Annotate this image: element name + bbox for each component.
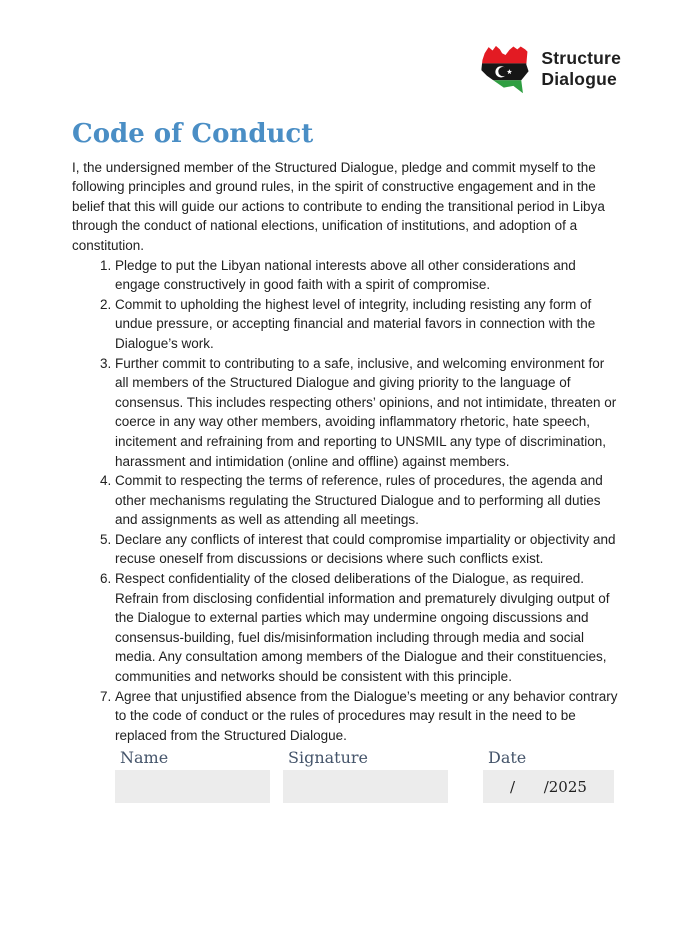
structure-dialogue-logo (477, 42, 621, 96)
date-input-field[interactable] (483, 770, 614, 803)
principle-item-4: 4. Commit to respecting the terms of reference, rules of procedures, the agenda and other mechanisms regulating the Structured Dialogue and to performing all duties and assignments as well as attending all meetings. (115, 471, 621, 530)
name-label: Name (120, 748, 169, 768)
principle-item-3: 3. Further commit to contributing to a safe, inclusive, and welcoming environment for all members of the Structured Dialogue and giving priority to the language of consensus. This includes respecting others’ opinions, and not intimidate, threaten or coerce in any way other members, avoiding inflammatory rhetoric, hate speech, incitement and refraining from and reporting to UNSMIL any type of discrimination, harassment and intimidation (online and offline) against members. (115, 354, 621, 472)
libya-flag-map-icon (477, 42, 534, 96)
signature-input-field[interactable] (283, 770, 448, 803)
logo-wordmark (541, 48, 621, 90)
date-value: / /2025 (510, 777, 587, 796)
principle-item-6: 6. Respect confidentiality of the closed deliberations of the Dialogue, as required. Refrain from disclosing confidential information and prematurely divulging output of the Dialogue to external parties which may undermine ongoing discussions and consensus-building, fuel dis/misinformation including through media and social media. Any consultation among members of the Dialogue and their constituencies, communities and networks should be consistent with this principle. (115, 569, 621, 687)
name-column (115, 748, 270, 803)
document-body (0, 120, 693, 803)
signature-column (283, 748, 448, 803)
intro-paragraph: I, the undersigned member of the Structured Dialogue, pledge and commit myself to the following principles and ground rules, in the spirit of constructive engagement and in the belief that this will guide our actions to contribute to ending the transitional period in Libya through the conduct of national elections, unification of institutions, and adoption of a constitution. (72, 159, 605, 253)
principles-list (72, 256, 621, 746)
principle-item-1: 1. Pledge to put the Libyan national interests above all other considerations and engage constructively in good faith with a spirit of compromise. (115, 256, 621, 295)
page-header (0, 0, 693, 96)
principle-item-2: 2. Commit to upholding the highest level of integrity, including resisting any form of undue pressure, or accepting financial and material favors in connection with the Dialogue’s work. (115, 295, 621, 354)
date-label: Date (488, 748, 527, 768)
logo-word-line2: Dialogue (541, 69, 617, 89)
signature-label: Signature (288, 748, 369, 768)
signature-form-row (72, 748, 621, 803)
date-column (483, 748, 614, 803)
principle-item-5: 5. Declare any conflicts of interest that could compromise impartiality or objectivity and recuse oneself from discussions or decisions where such conflicts exist. (115, 530, 621, 569)
name-input-field[interactable] (115, 770, 270, 803)
page-title: Code of Conduct (72, 119, 314, 149)
logo-word-line1: Structure (541, 48, 621, 68)
principle-item-7: 7. Agree that unjustified absence from the Dialogue’s meeting or any behavior contrary to the code of conduct or the rules of procedures may result in the need to be replaced from the Structured Dialogue. (115, 687, 621, 746)
